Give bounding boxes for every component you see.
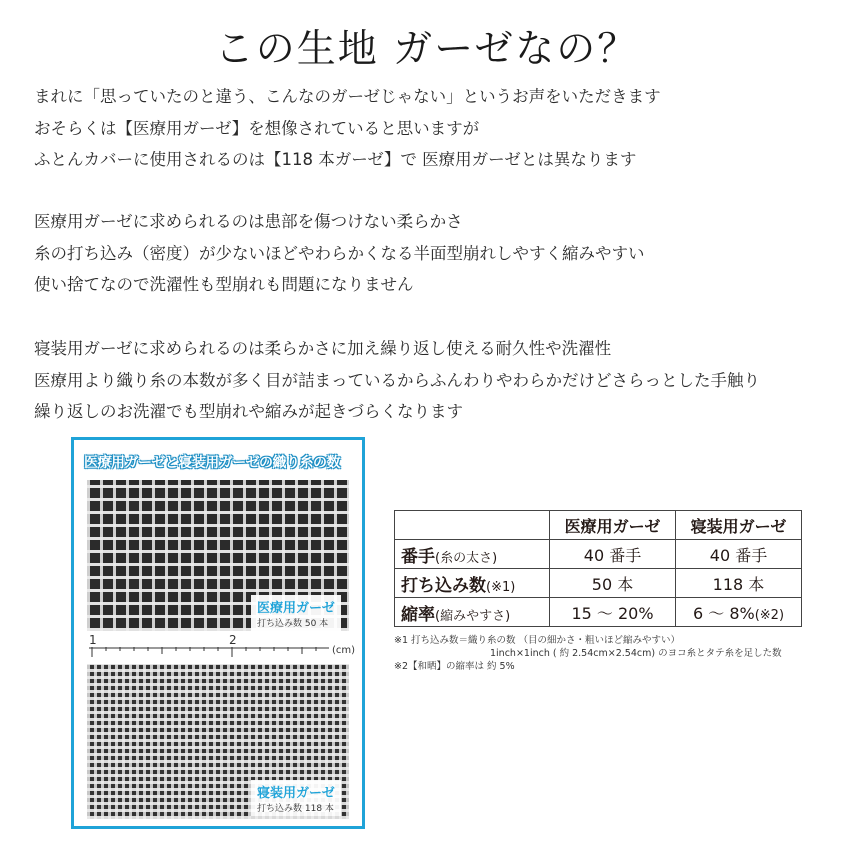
ruler-mark-2: 2: [229, 633, 237, 647]
ruler-unit: (cm): [332, 645, 356, 656]
bedding-value: 6 〜 8%(※2): [676, 598, 802, 627]
medical-gauze-label-count: 打ち込み数 50 本: [257, 619, 329, 629]
footnote-2: ※2【和晒】の縮率は 約 5%: [394, 661, 515, 672]
ruler-mark-1: 1: [89, 633, 97, 647]
text-line: 繰り返しのお洗濯でも型崩れや縮みが起きづらくなります: [34, 402, 463, 421]
medical-value: 50 本: [550, 569, 676, 598]
row-label: 番手(糸の太さ): [395, 540, 550, 569]
table-header-empty: [395, 511, 550, 540]
table-header-medical: 医療用ガーゼ: [550, 511, 676, 540]
ruler-scale: [87, 647, 332, 659]
text-line: おそらくは【医療用ガーゼ】を想像されていると思いますが: [34, 118, 480, 138]
comparison-table: [394, 510, 802, 627]
medical-value: 15 〜 20%: [550, 598, 676, 627]
row-label: 打ち込み数(※1): [395, 569, 550, 598]
bedding-gauze-label: [251, 780, 341, 816]
bedding-value: 118 本: [676, 569, 802, 598]
footnotes: [394, 634, 782, 673]
table-header-row: [395, 511, 802, 540]
bedding-value: 40 番手: [676, 540, 802, 569]
intro-paragraph: [34, 81, 661, 176]
table-row: [395, 598, 802, 627]
table-header-bedding: 寝装用ガーゼ: [676, 511, 802, 540]
footnote-1-detail: 1inch×1inch ( 約 2.54cm×2.54cm) のヨコ糸とタテ糸を足した数: [490, 648, 782, 659]
bedding-gauze-paragraph: [34, 333, 760, 428]
text-line: 医療用より織り糸の本数が多く目が詰まっているからふんわりやわらかだけどさらっとした手触り: [34, 370, 760, 390]
medical-value: 40 番手: [550, 540, 676, 569]
page-title: この生地 ガーゼなの？: [214, 27, 639, 72]
text-line: ふとんカバーに使用されるのは【118 本ガーゼ】で 医療用ガーゼとは異なります: [34, 150, 637, 169]
photo-header: 医療用ガーゼと寝装用ガーゼの織り糸の数: [84, 455, 340, 471]
text-line: まれに「思っていたのと違う、こんなのガーゼじゃない」というお声をいただきます: [34, 87, 661, 106]
bedding-gauze-label-count: 打ち込み数 118 本: [257, 804, 334, 814]
medical-gauze-paragraph: [34, 206, 645, 301]
table-row: [395, 569, 802, 598]
medical-gauze-label-title: 医療用ガーゼ: [257, 601, 335, 616]
text-line: 医療用ガーゼに求められるのは患部を傷つけない柔らかさ: [34, 212, 463, 231]
footnote-1: ※1 打ち込み数＝織り糸の数 （目の細かさ・粗いほど縮みやすい）: [394, 635, 681, 646]
ruler: [87, 633, 367, 663]
medical-gauze-label: [251, 595, 341, 631]
text-line: 糸の打ち込み（密度）が少ないほどやわらかくなる半面型崩れしやすく縮みやすい: [34, 243, 645, 263]
text-line: 寝装用ガーゼに求められるのは柔らかさに加え繰り返し使える耐久性や洗濯性: [34, 339, 612, 358]
bedding-gauze-label-title: 寝装用ガーゼ: [257, 786, 335, 801]
text-line: 使い捨てなので洗濯性も型崩れも問題になりません: [34, 275, 414, 294]
table-row: [395, 540, 802, 569]
weave-comparison-photo: [71, 437, 365, 829]
row-label: 縮率(縮みやすさ): [395, 598, 550, 627]
